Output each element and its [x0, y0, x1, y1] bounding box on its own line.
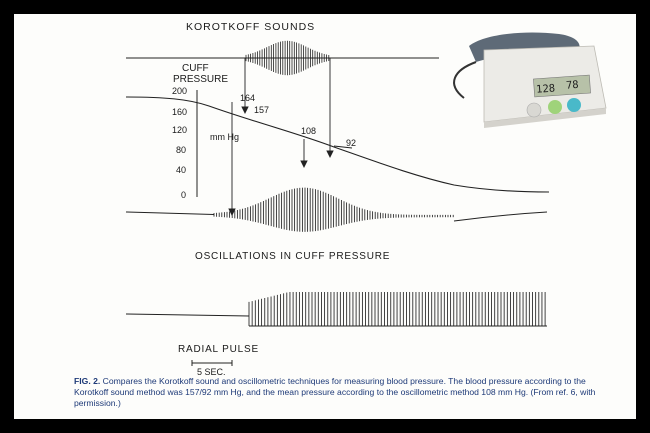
korotkoff-title: KOROTKOFF SOUNDS [186, 21, 316, 33]
systolic-164-label: 164 [240, 93, 256, 103]
tick-40: 40 [176, 165, 187, 175]
annotation-arrows [229, 58, 352, 215]
tick-80: 80 [176, 145, 187, 155]
mean-108-label: 108 [301, 126, 317, 136]
time-scale-label: 5 SEC. [197, 367, 226, 377]
lcd-systolic: 128 [535, 82, 556, 96]
figure-caption [74, 376, 614, 409]
diastolic-92-label: 92 [346, 138, 357, 148]
korotkoff-157-label: 157 [254, 105, 270, 115]
unit-label: mm Hg [210, 132, 239, 142]
cuff-label-line2: PRESSURE [173, 74, 229, 85]
tube-icon [454, 62, 476, 98]
power-button-icon [527, 103, 541, 117]
green-button-icon [548, 100, 562, 114]
blue-button-icon [567, 98, 581, 112]
oscillation-trace [126, 188, 547, 232]
tick-160: 160 [172, 107, 188, 117]
radial-pulse-label: RADIAL PULSE [178, 344, 259, 355]
pressure-axis-ticks [172, 86, 187, 200]
tick-0: 0 [181, 190, 187, 200]
cuff-label-line1: CUFF [182, 63, 209, 74]
time-scale-bar [192, 360, 232, 366]
bp-monitor-illustration [454, 33, 606, 129]
tick-120: 120 [172, 125, 188, 135]
figure-panel [14, 14, 636, 419]
blood-pressure-diagram [14, 14, 636, 419]
caption-text: Compares the Korotkoff sound and oscillometric techniques for measuring blood pressure. The blood pressure according to the Korotkoff sound method was 157/92 mm Hg, and the mean pressure according to the oscillometric method 108 mm Hg. (From ref. 6, with permission.) [74, 376, 596, 408]
oscillation-label: OSCILLATIONS IN CUFF PRESSURE [195, 251, 391, 262]
caption-fig-number: FIG. 2. [74, 376, 101, 386]
tick-200: 200 [172, 86, 188, 96]
lcd-diastolic: 78 [565, 78, 580, 92]
radial-pulse-trace [126, 292, 547, 326]
